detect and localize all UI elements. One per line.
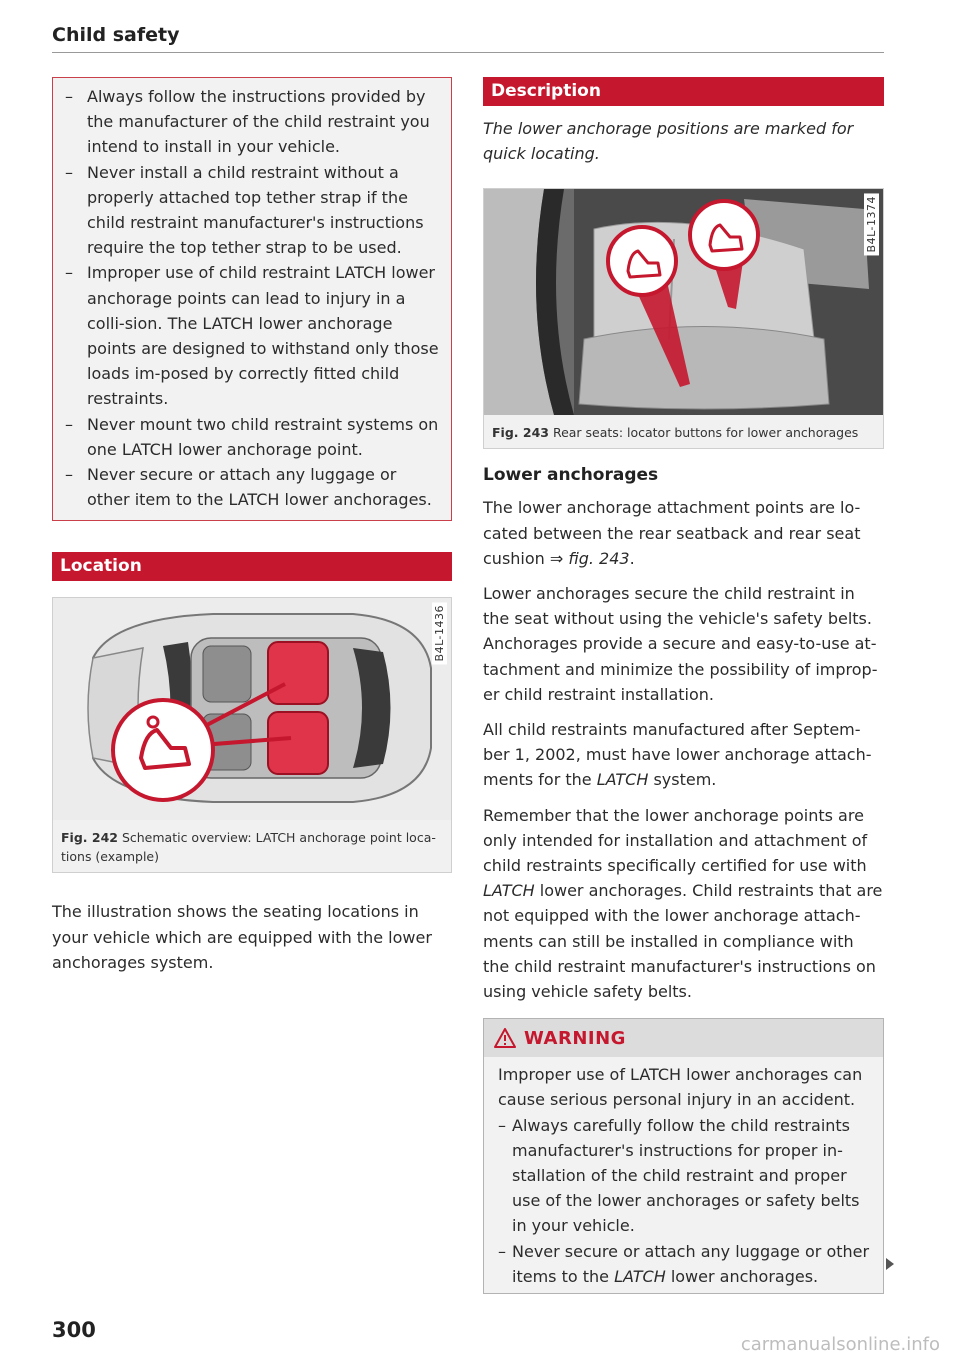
watermark: carmanualsonline.info [740, 1334, 940, 1355]
figure-code: B4L-1374 [864, 193, 879, 255]
warning-triangle-icon [494, 1028, 516, 1048]
safety-notes-box [52, 77, 452, 521]
list-item: – Always carefully follow the child restraints manufacturer's instructions for proper in-stallation of the child restraint and proper use of the lower anchorages or safety belts in your vehicle. [498, 1113, 873, 1239]
warning-box [483, 1018, 884, 1294]
paragraph-text: The lower anchorage attachment points are lo-cated between the rear seatback and rear seat cushion [483, 498, 861, 568]
list-item: – Always follow the instructions provided by the manufacturer of the child restraint you intend to install in your vehicle. [61, 84, 443, 160]
figure-243 [483, 188, 884, 449]
location-paragraph: The illustration shows the seating locations in your vehicle which are equipped with the lower anchorages system. [52, 902, 432, 972]
latch-term: LATCH [614, 1266, 666, 1286]
figure-reference-link[interactable]: ⇒ fig. 243 [549, 548, 630, 568]
figure-label: Fig. 243 [492, 425, 549, 441]
page-number: 300 [52, 1318, 96, 1342]
list-item: – Never install a child restraint without a properly attached top tether strap if the child restraint manufacturer's instructions require the top tether strap to be used. [61, 160, 443, 261]
paragraph-text: All child restraints manufactured after Septem-ber 1, 2002, must have lower anchorage attach-ments for the [483, 720, 872, 790]
list-item-text: Never secure or attach any luggage or other items to the [512, 1241, 870, 1286]
safety-notes-list [61, 84, 443, 512]
warning-title: WARNING [524, 1027, 626, 1049]
warning-list [498, 1113, 873, 1289]
description-paragraph-1 [483, 495, 884, 571]
latch-term: LATCH [483, 881, 535, 901]
paragraph-text: . [629, 548, 635, 568]
figure-code: B4L-1436 [432, 602, 447, 664]
paragraph-text: Remember that the lower anchorage points are only intended for installation and attachment of child restraints specifically certified for use with [483, 805, 868, 876]
left-column [52, 77, 452, 975]
right-column [483, 77, 884, 1294]
figure-242 [52, 597, 452, 873]
warning-header [484, 1019, 883, 1057]
list-item-text: lower anchorages. [665, 1266, 819, 1286]
figure-caption [484, 415, 883, 448]
page-header-title: Child safety [52, 24, 180, 46]
list-item: – Never secure or attach any luggage or other item to the LATCH lower anchorages. [61, 462, 443, 512]
list-item: – Improper use of child restraint LATCH lower anchorage points can lead to injury in a colli-sion. The LATCH lower anchorage points are designed to withstand only those loads im-posed by correctly fitted child restraints. [61, 260, 443, 411]
latch-term: LATCH [596, 770, 649, 790]
list-item [498, 1239, 873, 1289]
description-paragraph-3 [483, 717, 884, 793]
section-heading-description: Description [483, 77, 884, 106]
rear-seat-photo-icon [484, 189, 883, 415]
paragraph-text: lower anchorages. Child restraints that are not equipped with the lower anchorage attach-ments can still be installed in compliance with the child restraint manufacturer's instructions on using vehicle safety belts. [483, 881, 883, 1002]
warning-intro: Improper use of LATCH lower anchorages can cause serious personal injury in an accident. [498, 1065, 863, 1110]
car-top-view-illustration [53, 598, 451, 820]
description-paragraph-2: Lower anchorages secure the child restraint in the seat without using the vehicle's safety belts. Anchorages provide a secure and easy-to-use at-tachment and minimize the possibility of improp-er child restraint installation. [483, 584, 878, 704]
figure-caption-text: Rear seats: locator buttons for lower anchorages [552, 425, 859, 441]
figure-caption [53, 820, 451, 872]
figure-caption-text: Schematic overview: LATCH anchorage point loca-tions (example) [61, 830, 436, 865]
figure-label: Fig. 242 [61, 830, 118, 846]
lower-anchorages-heading: Lower anchorages [483, 465, 659, 486]
rear-seats-illustration [484, 189, 883, 415]
list-item: – Never mount two child restraint systems on one LATCH lower anchorage point. [61, 412, 443, 462]
car-overhead-icon [53, 598, 451, 820]
description-intro: The lower anchorage positions are marked for quick locating. [483, 119, 854, 164]
header-divider [52, 52, 884, 53]
continue-arrow-icon [886, 1258, 894, 1270]
paragraph-text: system. [648, 770, 717, 790]
section-heading-location: Location [52, 552, 452, 581]
description-paragraph-4 [483, 803, 884, 1005]
warning-body [484, 1057, 883, 1293]
